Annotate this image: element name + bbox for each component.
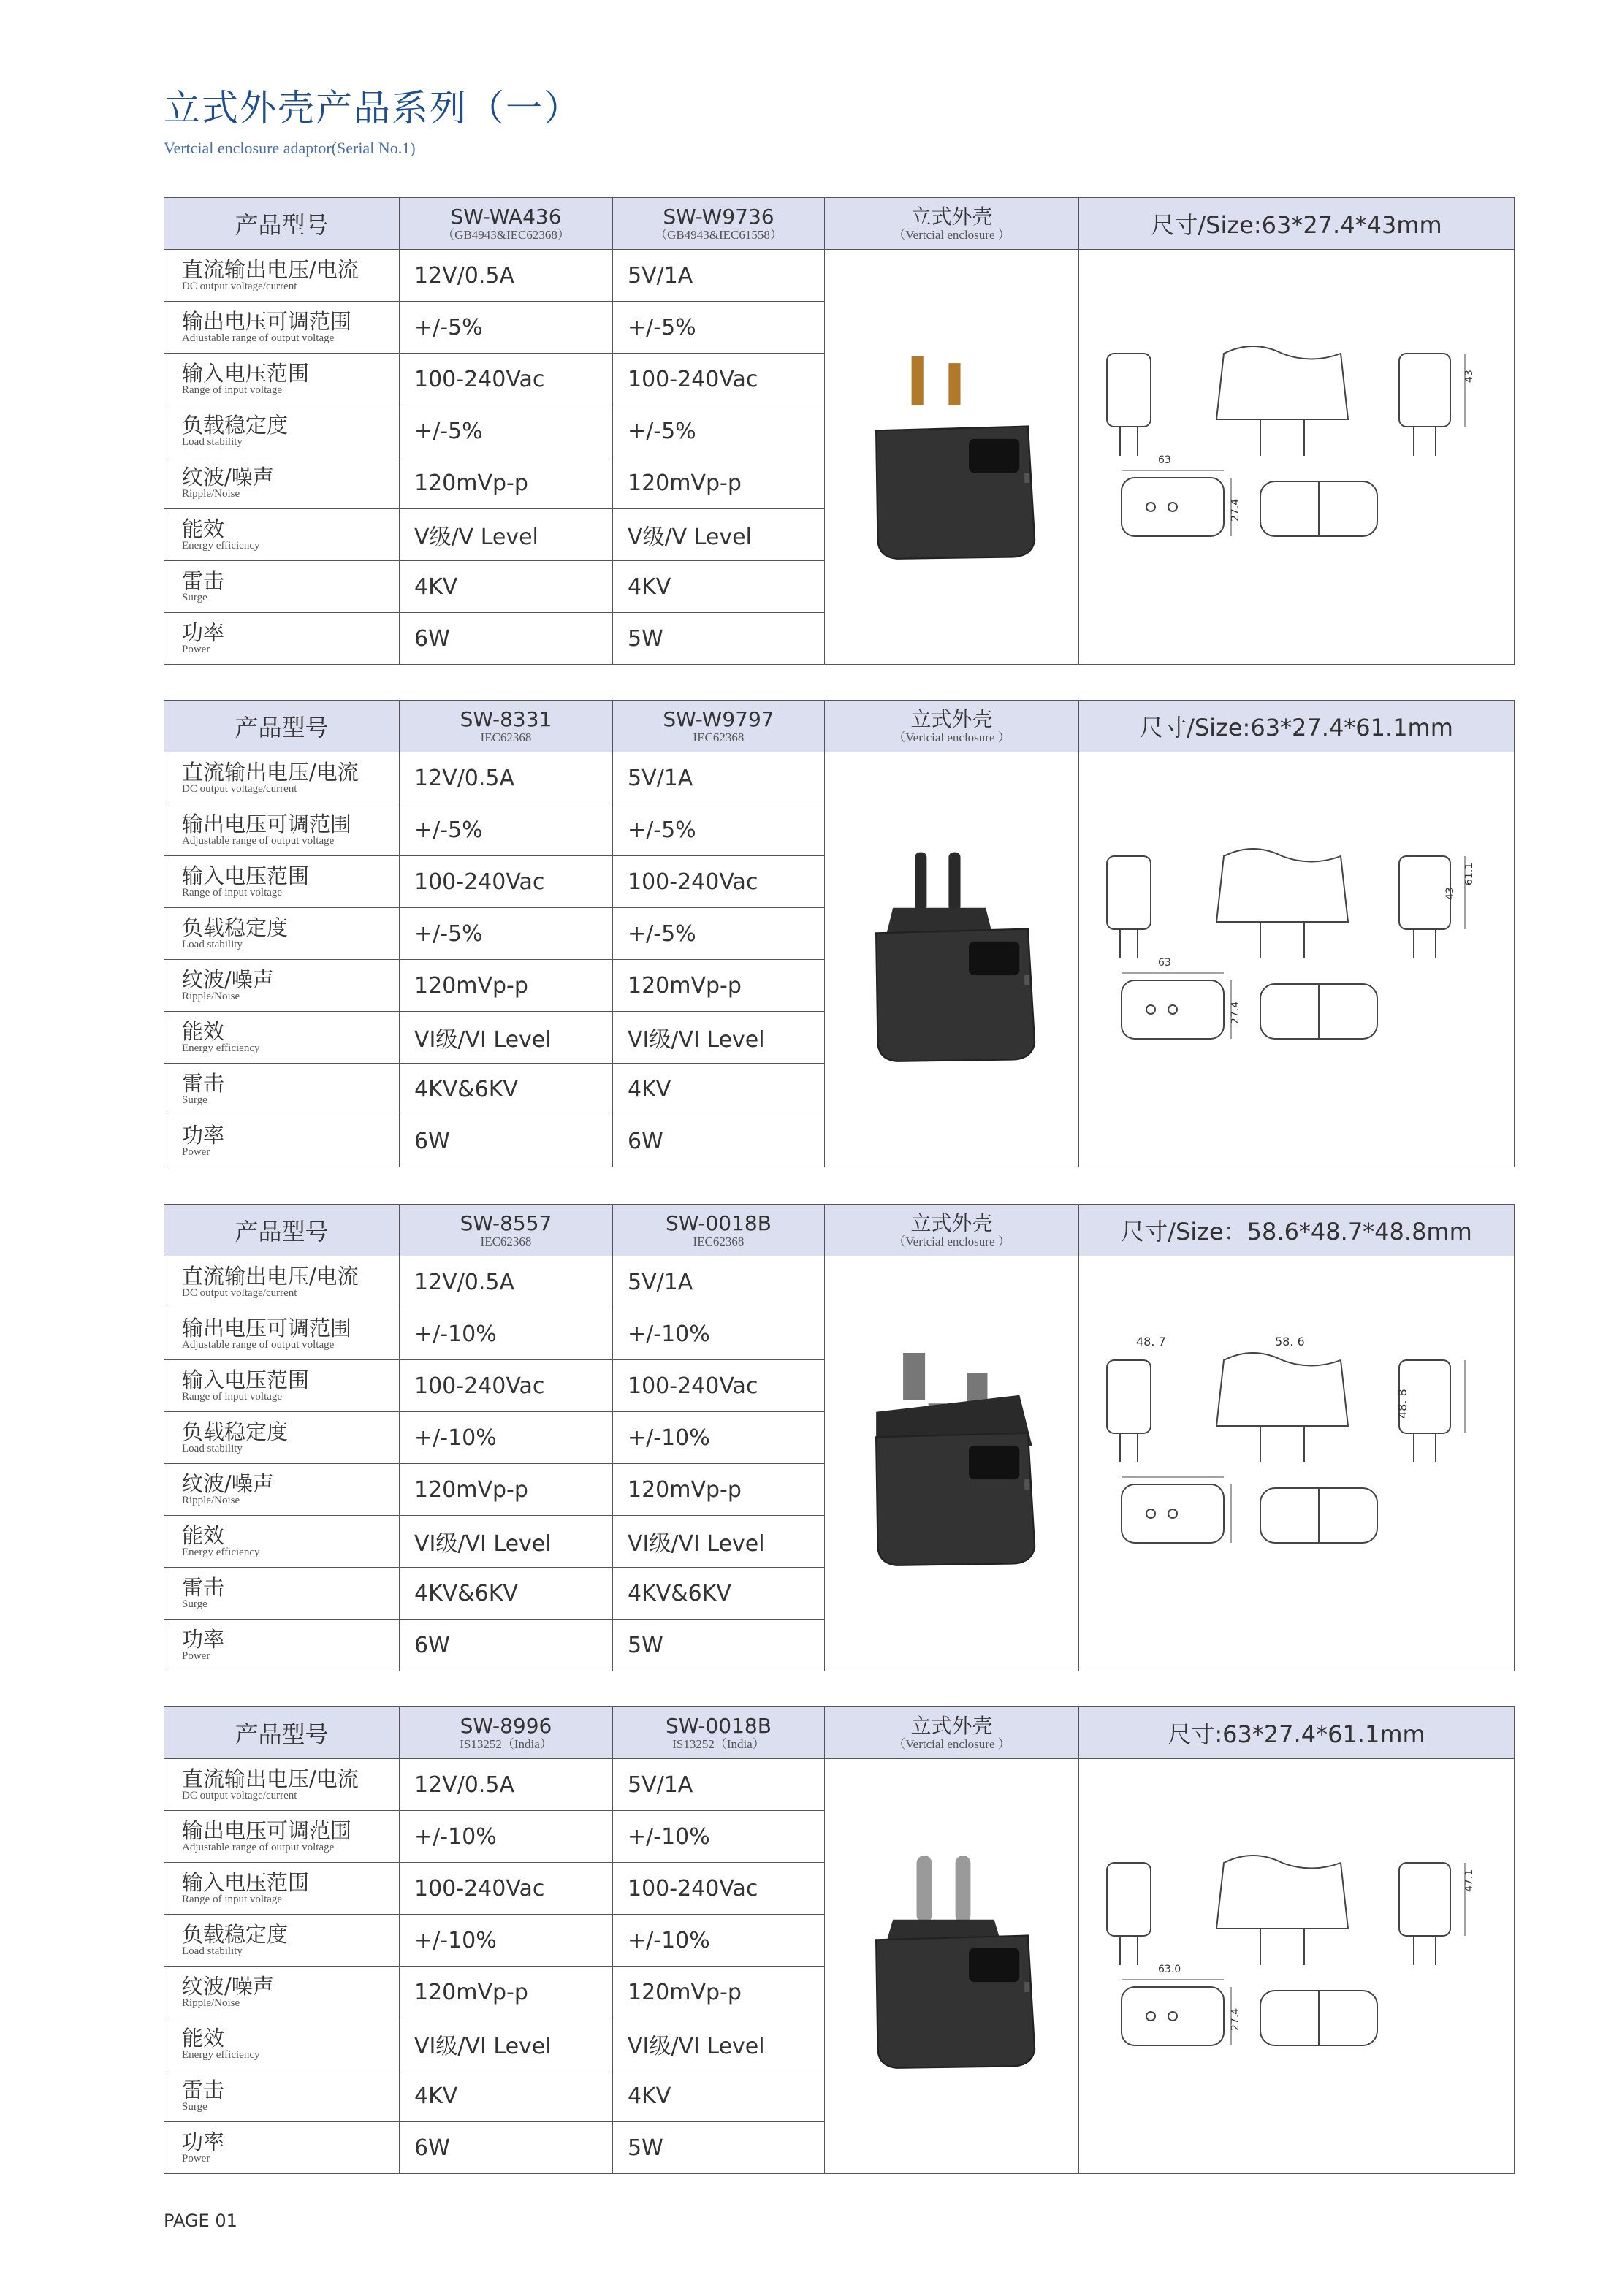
value-model-a: 100-240Vac	[400, 1360, 613, 1412]
drawing-cell	[1079, 752, 1515, 1167]
value-model-b: 4KV	[613, 561, 825, 613]
value-model-a: 4KV	[400, 2070, 613, 2122]
value-model-a: 4KV&6KV	[400, 1568, 613, 1620]
value-model-b: +/-10%	[613, 1811, 825, 1863]
model-a-standard: （GB4943&IEC62368）	[442, 227, 570, 242]
spec-table	[164, 1706, 1515, 2174]
product-image-cell	[825, 1759, 1079, 2174]
param-name: 雷击	[182, 1070, 225, 1096]
value-model-a: +/-10%	[400, 1412, 613, 1464]
value-model-a: +/-10%	[400, 1308, 613, 1360]
enclosure-sublabel: （Vertcial enclosure ）	[893, 730, 1010, 744]
table-row	[164, 1256, 1515, 1308]
param-name-en: Adjustable range of output voltage	[182, 834, 335, 847]
param-name: 输出电压可调范围	[182, 1315, 352, 1340]
svg-text:27.4: 27.4	[1229, 498, 1241, 522]
table-row	[164, 250, 1515, 302]
model-a-name: SW-WA436	[450, 204, 562, 229]
value-model-b: 5W	[613, 613, 825, 665]
model-b-standard: IEC62368	[693, 1234, 745, 1248]
model-a-standard: IEC62368	[480, 1234, 532, 1248]
value-model-a: VI级/VI Level	[400, 1516, 613, 1568]
param-name-en: Ripple/Noise	[182, 487, 240, 500]
param-name-en: Power	[182, 1649, 210, 1662]
svg-text:27.4: 27.4	[1229, 2007, 1241, 2031]
value-model-b: 4KV&6KV	[613, 1568, 825, 1620]
param-name-en: Power	[182, 2152, 210, 2165]
product-photo	[850, 1353, 1054, 1572]
param-name: 能效	[182, 2025, 225, 2051]
param-name: 纹波/噪声	[182, 464, 274, 489]
size-label: 尺寸/Size:63*27.4*61.1mm	[1079, 701, 1515, 752]
param-name-en: Load stability	[182, 1442, 243, 1454]
model-b-standard: IEC62368	[693, 730, 745, 744]
model-b-name: SW-0018B	[666, 1713, 772, 1738]
param-name-en: Load stability	[182, 938, 243, 950]
page-number: PAGE 01	[164, 2211, 237, 2231]
param-name: 负载稳定度	[182, 915, 289, 940]
value-model-b: 5V/1A	[613, 752, 825, 804]
product-image-cell	[825, 752, 1079, 1167]
param-name: 纹波/噪声	[182, 966, 274, 992]
header-label: 产品型号	[164, 1707, 400, 1759]
header-label: 产品型号	[164, 701, 400, 752]
size-label: 尺寸:63*27.4*61.1mm	[1079, 1707, 1515, 1759]
header-label: 产品型号	[164, 1205, 400, 1256]
model-b-name: SW-W9797	[663, 706, 774, 731]
value-model-b: 100-240Vac	[613, 1360, 825, 1412]
page-title: 立式外壳产品系列（一）	[164, 87, 582, 129]
enclosure-sublabel: （Vertcial enclosure ）	[893, 1736, 1010, 1751]
value-model-a: 6W	[400, 2122, 613, 2174]
spec-table	[164, 197, 1515, 665]
value-model-a: 4KV&6KV	[400, 1064, 613, 1115]
param-name: 输出电压可调范围	[182, 308, 352, 334]
svg-text:43: 43	[1463, 369, 1475, 383]
value-model-b: 5V/1A	[613, 1256, 825, 1308]
value-model-b: +/-10%	[613, 1412, 825, 1464]
value-model-a: 12V/0.5A	[400, 250, 613, 302]
value-model-a: +/-10%	[400, 1811, 613, 1863]
param-name-en: Adjustable range of output voltage	[182, 332, 335, 344]
dimension-drawing	[1092, 805, 1501, 1112]
value-model-b: +/-5%	[613, 302, 825, 354]
param-name: 能效	[182, 1522, 225, 1548]
enclosure-sublabel: （Vertcial enclosure ）	[893, 1234, 1010, 1248]
param-name: 输入电压范围	[182, 863, 310, 888]
enclosure-sublabel: （Vertcial enclosure ）	[893, 227, 1010, 242]
param-name-en: Power	[182, 643, 210, 655]
svg-text:63: 63	[1157, 956, 1171, 969]
param-name-en: Range of input voltage	[182, 1390, 283, 1403]
model-b-standard: （GB4943&IEC61558）	[655, 227, 783, 242]
svg-text:47.1: 47.1	[1463, 1869, 1475, 1892]
value-model-b: 6W	[613, 1115, 825, 1167]
model-a-name: SW-8996	[460, 1713, 552, 1738]
param-name: 直流输出电压/电流	[182, 759, 359, 785]
value-model-b: 5V/1A	[613, 250, 825, 302]
value-model-a: V级/V Level	[400, 509, 613, 561]
model-a-standard: IS13252（India）	[460, 1736, 552, 1751]
svg-text:48. 7: 48. 7	[1135, 1334, 1166, 1349]
value-model-a: 120mVp-p	[400, 1464, 613, 1516]
value-model-a: 6W	[400, 613, 613, 665]
value-model-b: VI级/VI Level	[613, 2018, 825, 2070]
dimension-drawing	[1092, 1812, 1501, 2118]
value-model-b: +/-5%	[613, 908, 825, 960]
table-row	[164, 752, 1515, 804]
value-model-a: 120mVp-p	[400, 960, 613, 1012]
svg-text:48. 8: 48. 8	[1395, 1388, 1409, 1419]
param-name: 输入电压范围	[182, 1869, 310, 1895]
value-model-b: 100-240Vac	[613, 856, 825, 908]
svg-text:58. 6: 58. 6	[1274, 1334, 1305, 1349]
param-name: 输出电压可调范围	[182, 811, 352, 836]
value-model-a: VI级/VI Level	[400, 2018, 613, 2070]
svg-text:61.1: 61.1	[1463, 862, 1475, 885]
param-name-en: Surge	[182, 591, 207, 603]
param-name-en: Energy efficiency	[182, 539, 260, 552]
param-name: 功率	[182, 619, 225, 645]
enclosure-label: 立式外壳	[910, 706, 993, 731]
param-name: 纹波/噪声	[182, 1973, 274, 1999]
param-name-en: Energy efficiency	[182, 1042, 260, 1054]
param-name: 输入电压范围	[182, 360, 310, 386]
model-b-name: SW-W9736	[663, 204, 774, 229]
value-model-b: 5V/1A	[613, 1759, 825, 1811]
param-name-en: DC output voltage/current	[182, 782, 297, 795]
value-model-b: +/-5%	[613, 804, 825, 856]
param-name: 功率	[182, 1626, 225, 1652]
value-model-a: 6W	[400, 1115, 613, 1167]
param-name: 能效	[182, 1018, 225, 1044]
value-model-b: +/-10%	[613, 1308, 825, 1360]
dimension-drawing	[1092, 302, 1501, 609]
param-name: 直流输出电压/电流	[182, 256, 359, 282]
param-name: 能效	[182, 516, 225, 541]
value-model-b: 120mVp-p	[613, 1464, 825, 1516]
value-model-b: 5W	[613, 2122, 825, 2174]
value-model-b: +/-5%	[613, 405, 825, 457]
param-name: 纹波/噪声	[182, 1471, 274, 1496]
svg-text:43: 43	[1444, 886, 1456, 900]
dimension-drawing	[1092, 1309, 1501, 1616]
value-model-a: VI级/VI Level	[400, 1012, 613, 1064]
model-a-name: SW-8557	[460, 1210, 552, 1235]
param-name-en: Ripple/Noise	[182, 1996, 240, 2009]
product-image-cell	[825, 1256, 1079, 1671]
param-name-en: Surge	[182, 1598, 207, 1610]
value-model-a: 100-240Vac	[400, 856, 613, 908]
param-name: 功率	[182, 1122, 225, 1148]
param-name-en: Load stability	[182, 435, 243, 448]
value-model-b: 4KV	[613, 2070, 825, 2122]
param-name: 雷击	[182, 1574, 225, 1600]
value-model-a: 12V/0.5A	[400, 1759, 613, 1811]
product-photo	[850, 1856, 1054, 2075]
model-b-standard: IS13252（India）	[672, 1736, 765, 1751]
param-name: 输入电压范围	[182, 1367, 310, 1392]
value-model-b: 100-240Vac	[613, 354, 825, 405]
param-name-en: DC output voltage/current	[182, 1286, 297, 1299]
value-model-b: V级/V Level	[613, 509, 825, 561]
header-label: 产品型号	[164, 198, 400, 250]
param-name-en: Surge	[182, 1094, 207, 1106]
value-model-a: 12V/0.5A	[400, 752, 613, 804]
enclosure-label: 立式外壳	[910, 1210, 993, 1235]
value-model-b: +/-10%	[613, 1915, 825, 1967]
svg-text:63: 63	[1157, 454, 1171, 466]
param-name-en: Range of input voltage	[182, 886, 283, 899]
param-name: 雷击	[182, 568, 225, 593]
model-a-standard: IEC62368	[480, 730, 532, 744]
size-label: 尺寸/Size：58.6*48.7*48.8mm	[1079, 1205, 1515, 1256]
value-model-a: +/-5%	[400, 908, 613, 960]
param-name: 直流输出电压/电流	[182, 1263, 359, 1289]
param-name-en: DC output voltage/current	[182, 280, 297, 292]
param-name: 输出电压可调范围	[182, 1818, 352, 1843]
product-photo	[850, 346, 1054, 565]
param-name: 负载稳定度	[182, 1921, 289, 1947]
value-model-a: 12V/0.5A	[400, 1256, 613, 1308]
drawing-cell	[1079, 250, 1515, 665]
drawing-cell	[1079, 1256, 1515, 1671]
value-model-a: 100-240Vac	[400, 1863, 613, 1915]
param-name: 功率	[182, 2129, 225, 2154]
param-name-en: Surge	[182, 2100, 207, 2113]
size-label: 尺寸/Size:63*27.4*43mm	[1079, 198, 1515, 250]
value-model-a: +/-5%	[400, 405, 613, 457]
spec-table	[164, 1204, 1515, 1671]
param-name-en: Range of input voltage	[182, 384, 283, 396]
value-model-b: 120mVp-p	[613, 1967, 825, 2018]
value-model-b: 120mVp-p	[613, 457, 825, 509]
svg-text:63.0: 63.0	[1157, 1963, 1181, 1975]
model-b-name: SW-0018B	[666, 1210, 772, 1235]
value-model-b: 120mVp-p	[613, 960, 825, 1012]
drawing-cell	[1079, 1759, 1515, 2174]
enclosure-label: 立式外壳	[910, 204, 993, 229]
param-name-en: Range of input voltage	[182, 1893, 283, 1905]
value-model-a: +/-5%	[400, 804, 613, 856]
value-model-a: 120mVp-p	[400, 457, 613, 509]
param-name-en: DC output voltage/current	[182, 1789, 297, 1801]
page-subtitle: Vertcial enclosure adaptor(Serial No.1)	[164, 139, 416, 157]
param-name-en: Adjustable range of output voltage	[182, 1841, 335, 1853]
param-name-en: Energy efficiency	[182, 2048, 260, 2061]
param-name: 负载稳定度	[182, 412, 289, 438]
param-name-en: Ripple/Noise	[182, 990, 240, 1002]
value-model-a: 120mVp-p	[400, 1967, 613, 2018]
param-name: 雷击	[182, 2077, 225, 2102]
param-name: 直流输出电压/电流	[182, 1766, 359, 1791]
param-name-en: Load stability	[182, 1945, 243, 1957]
value-model-a: 6W	[400, 1620, 613, 1671]
value-model-a: 4KV	[400, 561, 613, 613]
param-name-en: Power	[182, 1145, 210, 1158]
param-name-en: Adjustable range of output voltage	[182, 1338, 335, 1351]
value-model-a: +/-10%	[400, 1915, 613, 1967]
model-a-name: SW-8331	[460, 706, 552, 731]
value-model-a: 100-240Vac	[400, 354, 613, 405]
value-model-b: 4KV	[613, 1064, 825, 1115]
value-model-b: 5W	[613, 1620, 825, 1671]
param-name-en: Ripple/Noise	[182, 1494, 240, 1506]
value-model-b: 100-240Vac	[613, 1863, 825, 1915]
param-name-en: Energy efficiency	[182, 1546, 260, 1558]
product-image-cell	[825, 250, 1079, 665]
value-model-b: VI级/VI Level	[613, 1516, 825, 1568]
value-model-b: VI级/VI Level	[613, 1012, 825, 1064]
param-name: 负载稳定度	[182, 1419, 289, 1444]
value-model-a: +/-5%	[400, 302, 613, 354]
table-row	[164, 1759, 1515, 1811]
svg-text:27.4: 27.4	[1229, 1001, 1241, 1024]
spec-table	[164, 700, 1515, 1167]
product-photo	[850, 849, 1054, 1068]
enclosure-label: 立式外壳	[910, 1713, 993, 1738]
